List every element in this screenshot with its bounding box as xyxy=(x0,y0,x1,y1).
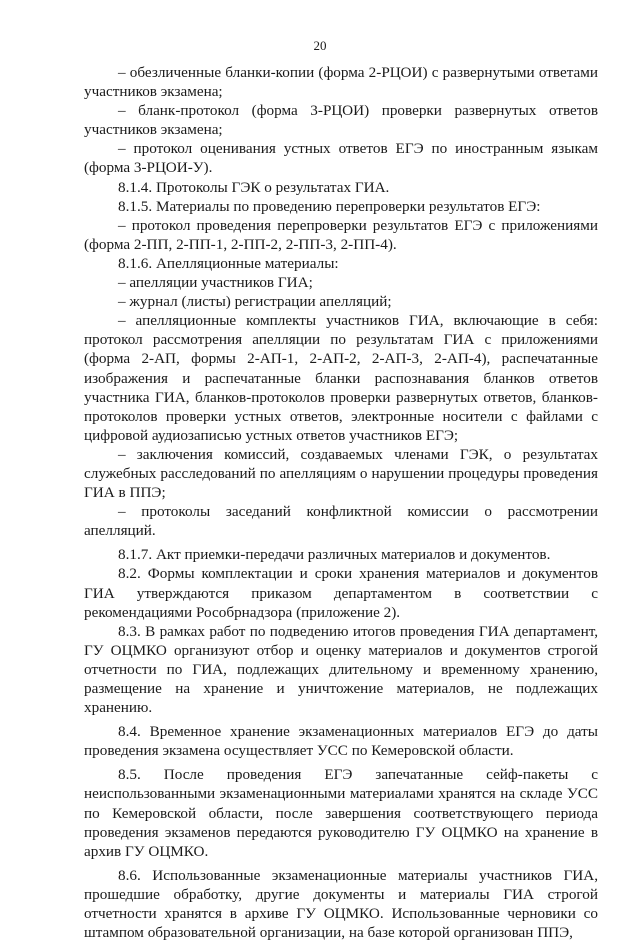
clause-8-6: 8.6. Использованные экзаменационные материалы участников ГИА, прошедшие обработку, другие документы и материалы ГИА строгой отчетности хранятся в архиве ГУ ОЦМКО. Использованные черновики со штампом образовательной организации, на базе которой организован ППЭ, xyxy=(84,866,598,942)
list-item-appeals: – апелляции участников ГИА; xyxy=(118,274,313,292)
document-body xyxy=(84,63,598,942)
list-item-blank-protocol: – бланк-протокол (форма 3-РЦОИ) проверки развернутых ответов участников экзамена; xyxy=(84,102,598,139)
clause-8-1-5: 8.1.5. Материалы по проведению перепроверки результатов ЕГЭ: xyxy=(118,197,541,215)
clause-8-1-4: 8.1.4. Протоколы ГЭК о результатах ГИА. xyxy=(118,178,390,196)
list-item-commission-conclusions: – заключения комиссий, создаваемых членами ГЭК, о результатах служебных расследований по апелляциям о нарушении процедуры проведения ГИА в ППЭ; xyxy=(84,445,598,502)
clause-8-1-7: 8.1.7. Акт приемки-передачи различных материалов и документов. xyxy=(118,546,551,564)
list-item-appeal-kits: – апелляционные комплекты участников ГИА, включающие в себя: протокол рассмотрения апелляции по результатам ГИА с приложениями (форма 2-АП, формы 2-АП-1, 2-АП-2, 2-АП-3, 2-АП-4), распечатанные изображения и распечатанные бланки распознавания бланков ответов участника ГИА, бланков-протоколов проверки развернутых ответов, бланков-протоколов проверки устных ответов, электронные носители с файлами с цифровой аудиозаписью устных ответов участников ЕГЭ; xyxy=(84,312,598,444)
clause-8-5: 8.5. После проведения ЕГЭ запечатанные сейф-пакеты с неиспользованными экзаменационными материалами хранятся на складе УСС по Кемеровской области, после завершения соответствующего периода проведения экзаменов передаются руководителю ГУ ОЦМКО на хранение в архив ГУ ОЦМКО. xyxy=(84,766,598,860)
list-item-appeal-journal: – журнал (листы) регистрации апелляций; xyxy=(118,293,392,311)
clause-8-4: 8.4. Временное хранение экзаменационных материалов ЕГЭ до даты проведения экзамена осуществляет УСС по Кемеровской области. xyxy=(84,723,598,760)
clause-8-1-6: 8.1.6. Апелляционные материалы: xyxy=(118,254,339,272)
clause-8-3: 8.3. В рамках работ по подведению итогов проведения ГИА департамент, ГУ ОЦМКО организуют отбор и оценку материалов и документов строгой отчетности по ГИА, подлежащих длительному и временному хранению, размещение на хранение и уничтожение материалов, не подлежащих хранению. xyxy=(84,622,598,717)
list-item-conflict-protocols: – протоколы заседаний конфликтной комиссии о рассмотрении апелляций. xyxy=(84,503,598,540)
page-number: 20 xyxy=(313,38,327,53)
list-item-recheck-protocol: – протокол проведения перепроверки результатов ЕГЭ с приложениями (форма 2-ПП, 2-ПП-1, 2-ПП-2, 2-ПП-3, 2-ПП-4). xyxy=(84,216,598,253)
list-item-oral-protocol: – протокол оценивания устных ответов ЕГЭ по иностранным языкам (форма 3-РЦОИ-У). xyxy=(84,140,598,177)
list-item-blank-copies: – обезличенные бланки-копии (форма 2-РЦОИ) с развернутыми ответами участников экзамена; xyxy=(84,64,598,101)
clause-8-2: 8.2. Формы комплектации и сроки хранения материалов и документов ГИА утверждаются приказом департаментом в соответствии с рекомендациями Рособрнадзора (приложение 2). xyxy=(84,565,598,621)
